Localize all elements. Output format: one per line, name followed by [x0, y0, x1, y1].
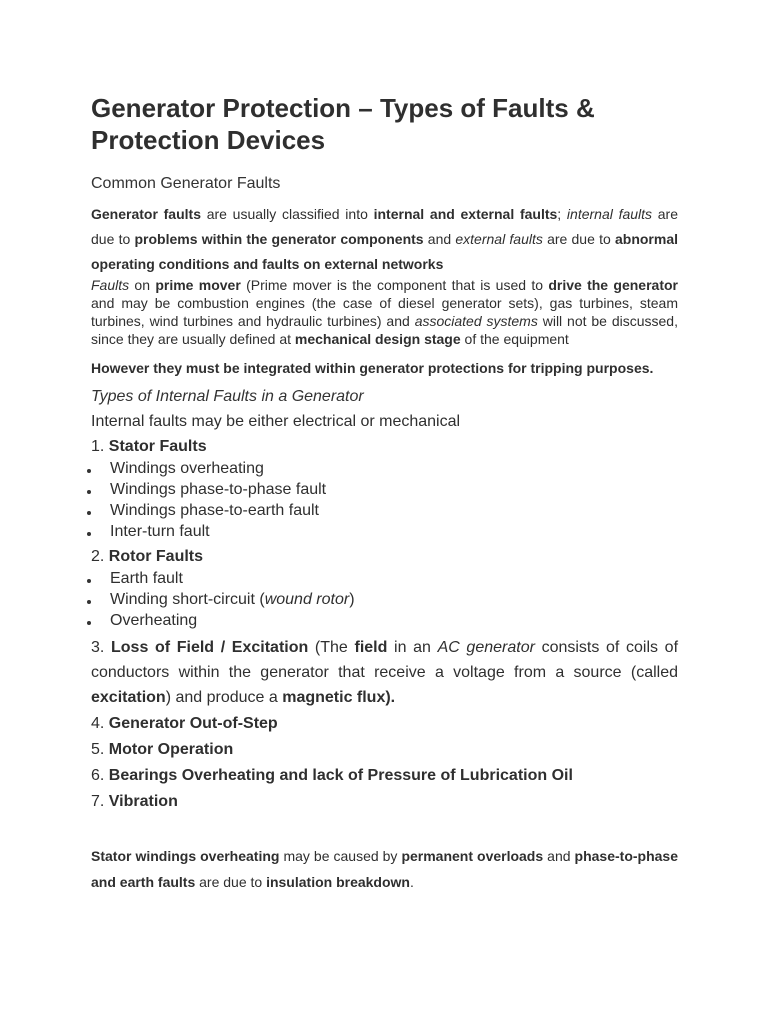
list-number: 3.	[91, 639, 111, 656]
text: ) and produce a	[165, 689, 283, 706]
list-item-vibration	[91, 789, 678, 814]
list-heading-label: Rotor Faults	[108, 548, 204, 565]
text-bold: Generator faults	[91, 206, 201, 222]
list-number: 7.	[91, 793, 109, 810]
intro-text: Internal faults may be either electrical or mechanical	[91, 413, 461, 430]
list-number: 5.	[91, 741, 109, 758]
article-title: Generator Protection – Types of Faults & Protection Devices	[91, 93, 595, 155]
text-italic: AC generator	[437, 639, 535, 656]
text: and	[543, 848, 575, 864]
paragraph-fault-classification	[91, 202, 678, 277]
list-heading-stator	[91, 436, 678, 458]
stator-fault-list	[91, 458, 678, 542]
list-heading-rotor	[91, 546, 678, 568]
text-bold: Generator Out-of-Step	[108, 715, 278, 732]
text-bold: phase-to-phase and earth faults	[91, 848, 678, 890]
list-number: 1.	[91, 438, 109, 455]
paragraph-integration-note: However they must be integrated within generator protections for tripping purposes.	[91, 360, 654, 376]
list-item: Overheating	[91, 610, 678, 631]
paragraph-stator-overheating	[91, 843, 678, 895]
text-italic: associated systems	[414, 313, 538, 329]
text: ;	[557, 206, 567, 222]
text: (The	[308, 639, 355, 656]
list-number: 2.	[91, 548, 109, 565]
list-item-bearings	[91, 763, 678, 788]
text-italic: external faults	[455, 231, 543, 247]
text: on	[129, 277, 156, 293]
text: .	[409, 874, 414, 890]
section-heading: Common Generator Faults	[91, 175, 281, 192]
paragraph-prime-mover	[91, 276, 678, 348]
text-bold: internal and external faults	[373, 206, 558, 222]
text: and may be combustion engines (the case of diesel generator sets), gas turbines, steam turbines, wind turbines and hydraulic turbines) and	[91, 295, 678, 329]
text: will not be discussed, since they are usually defined at	[91, 313, 678, 347]
list-item: Windings phase-to-phase fault	[91, 479, 678, 500]
list-item-out-of-step	[91, 711, 678, 736]
text: in an	[387, 639, 438, 656]
text-bold: Loss of Field / Excitation	[111, 639, 309, 656]
list-item: Windings overheating	[91, 458, 678, 479]
text-bold: insulation breakdown	[266, 874, 410, 890]
text-bold: Bearings Overheating and lack of Pressure of Lubrication Oil	[108, 767, 573, 784]
text: )	[349, 591, 355, 608]
rotor-fault-list	[91, 568, 678, 631]
list-item	[91, 589, 678, 610]
text: and	[423, 231, 456, 247]
text-bold: Motor Operation	[108, 741, 234, 758]
text-bold: Stator windings overheating	[91, 848, 280, 864]
text: consists of coils of conductors within the generator that receive a voltage from a source (called	[91, 639, 679, 681]
text-italic: wound rotor	[264, 591, 350, 608]
text-bold: excitation	[91, 689, 166, 706]
text-italic: Faults	[91, 277, 130, 293]
subheading-internal-faults: Types of Internal Faults in a Generator	[91, 388, 364, 405]
text: are usually classified into	[200, 206, 374, 222]
text: Winding short-circuit (	[110, 591, 265, 608]
text-bold: drive the generator	[548, 277, 678, 293]
text: are due to	[542, 231, 615, 247]
text: (Prime mover is the component that is used to	[240, 277, 549, 293]
list-item: Earth fault	[91, 568, 678, 589]
list-item: Windings phase-to-earth fault	[91, 500, 678, 521]
list-item: Inter-turn fault	[91, 521, 678, 542]
text-bold: prime mover	[155, 277, 241, 293]
text: are due to	[91, 206, 678, 247]
text-bold: problems within the generator components	[134, 231, 424, 247]
list-heading-label: Stator Faults	[108, 438, 207, 455]
list-number: 4.	[91, 715, 109, 732]
list-item-motor-operation	[91, 737, 678, 762]
list-number: 6.	[91, 767, 109, 784]
list-item-loss-of-field	[91, 635, 678, 710]
text-bold: permanent overloads	[401, 848, 544, 864]
text: are due to	[195, 874, 267, 890]
text: of the equipment	[460, 331, 569, 347]
text-bold: field	[354, 639, 388, 656]
text-bold: mechanical design stage	[294, 331, 461, 347]
text-bold: magnetic flux).	[282, 689, 396, 706]
text-italic: internal faults	[566, 206, 653, 222]
text-bold: abnormal operating conditions and faults on external networks	[91, 231, 678, 272]
text-bold: Vibration	[108, 793, 178, 810]
article-body	[91, 92, 678, 895]
text: may be caused by	[279, 848, 402, 864]
